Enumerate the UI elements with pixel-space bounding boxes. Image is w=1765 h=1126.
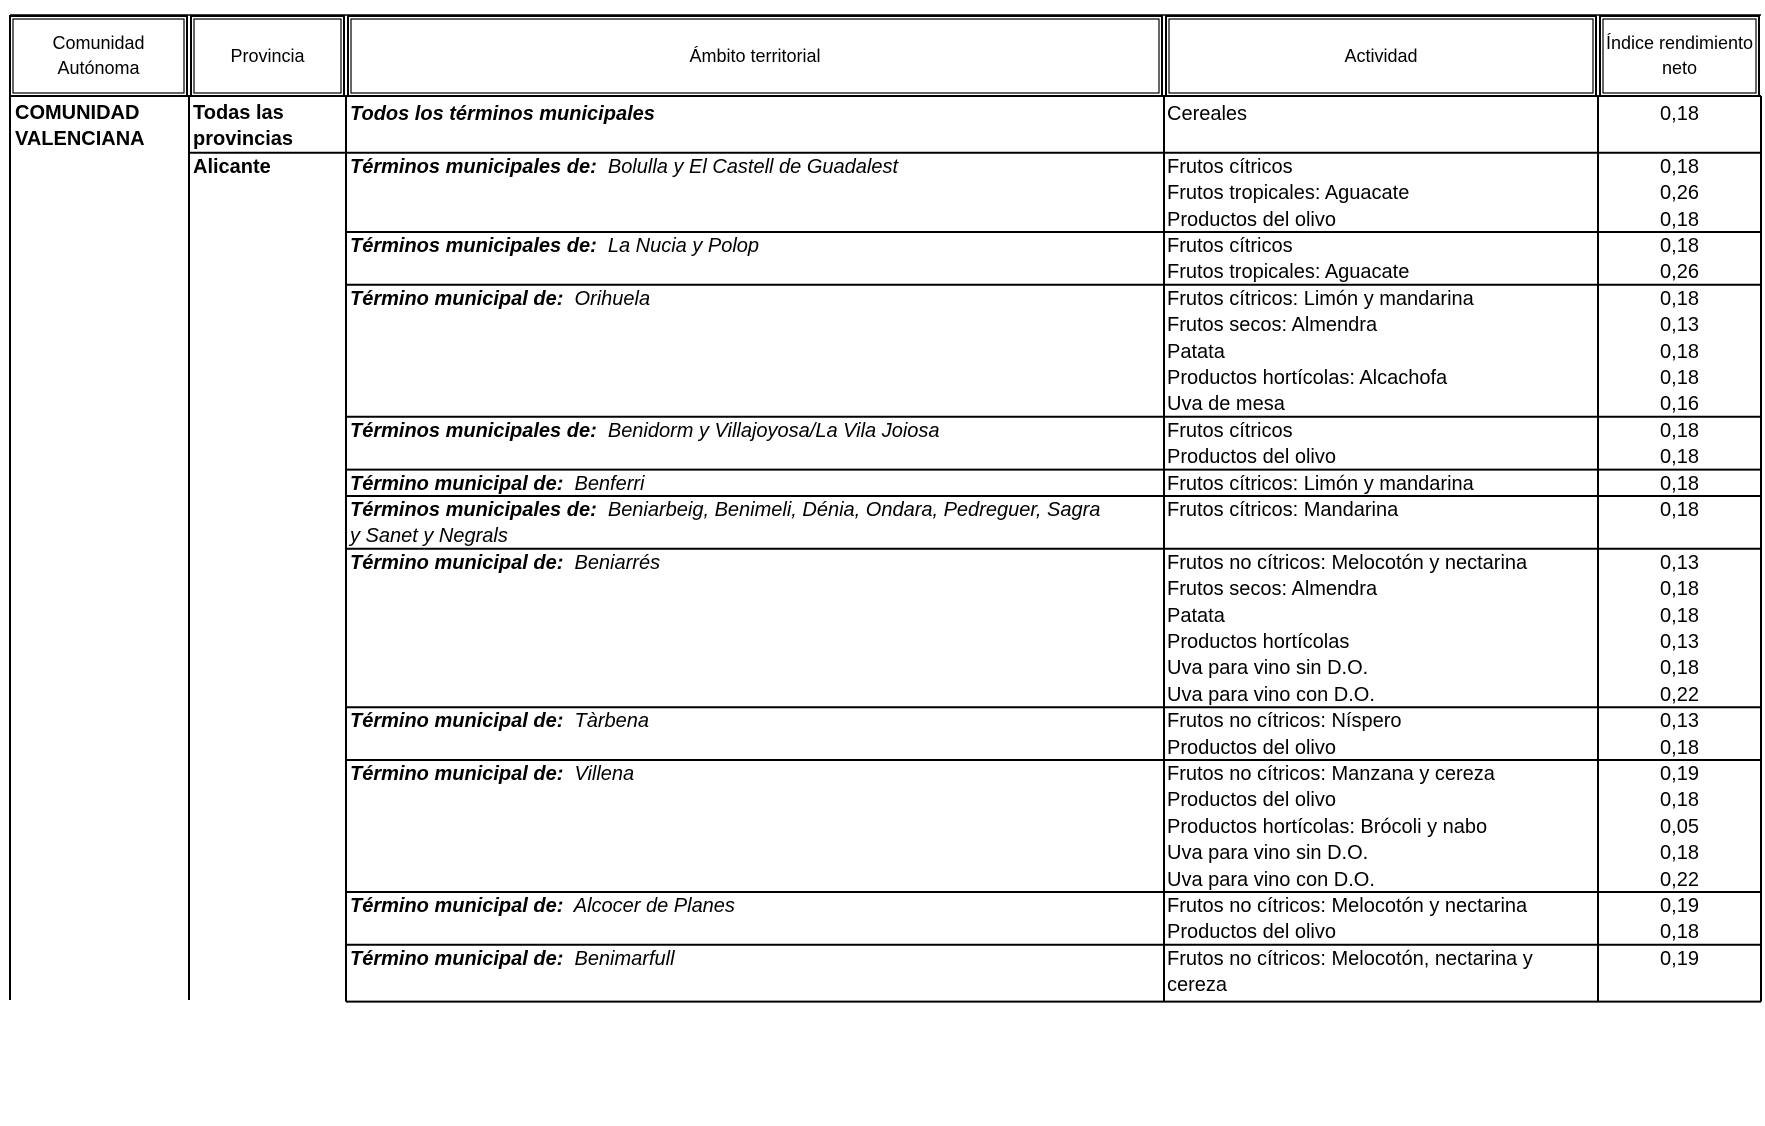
actividad-text: Frutos cítricos: Limón y mandarina	[1167, 287, 1474, 310]
ambito-cell	[350, 101, 1160, 127]
actividad-cell	[1167, 101, 1595, 127]
header-provincia	[196, 20, 339, 92]
indice-value: 0,18	[1660, 103, 1699, 125]
indice-cell	[1600, 233, 1759, 286]
indice-value: 0,13	[1660, 710, 1699, 733]
actividad-text: Uva para vino sin D.O.	[1167, 842, 1369, 865]
indice-value: 0,19	[1660, 947, 1699, 970]
ambito-cell	[350, 418, 1160, 444]
provincia-cell-todas	[193, 100, 293, 153]
actividad-text: Frutos secos: Almendra	[1167, 578, 1378, 601]
indice-value: 0,18	[1660, 842, 1699, 865]
header-ambito	[353, 20, 1157, 92]
ambito-value: Beniarbeig, Benimeli, Dénia, Ondara, Pedreguer, Sagra	[596, 499, 1101, 521]
indice-value: 0,05	[1660, 815, 1699, 838]
indice-value: 0,18	[1660, 287, 1699, 310]
ambito-line	[350, 946, 1160, 972]
actividad-text: Productos hortícolas: Alcachofa	[1167, 367, 1448, 390]
actividad-text: Frutos tropicales: Aguacate	[1167, 182, 1410, 205]
indice-cell	[1600, 418, 1759, 471]
header-ambito-text: Ámbito territorial	[689, 45, 821, 66]
comunidad-cell	[15, 100, 186, 153]
actividad-text: Frutos cítricos	[1167, 419, 1293, 442]
actividad-text: Frutos cítricos: Mandarina	[1167, 499, 1399, 521]
ambito-value: Orihuela	[563, 287, 651, 310]
actividad-cell	[1167, 497, 1595, 523]
ambito-label: Término municipal de:	[350, 763, 564, 785]
ambito-value: Beniarrés	[563, 551, 661, 574]
actividad-text: Uva para vino con D.O.	[1167, 868, 1375, 891]
indice-value: 0,18	[1660, 657, 1699, 680]
actividad-text: Frutos no cítricos: Melocotón y nectarina	[1167, 895, 1528, 917]
indice-cell	[1600, 761, 1759, 893]
ambito-value: Benimarfull	[563, 947, 675, 970]
header-indice	[1605, 20, 1754, 92]
header-provincia-text: Provincia	[230, 45, 305, 66]
ambito-value: Villena	[563, 763, 635, 785]
ambito-cell	[350, 946, 1160, 972]
provincia-text-line: Todas las	[193, 102, 284, 124]
indice-cell	[1600, 946, 1759, 999]
actividad-text: Frutos tropicales: Aguacate	[1167, 261, 1410, 284]
ambito-line	[350, 101, 1160, 127]
indice-blank	[1600, 972, 1759, 998]
actividad-text: Productos del olivo	[1167, 446, 1336, 469]
indice-cell	[1600, 154, 1759, 233]
provincia-cell-alicante	[193, 154, 271, 180]
ambito-cell	[350, 550, 1160, 576]
actividad-text: Productos hortícolas: Brócoli y nabo	[1167, 815, 1488, 838]
actividad-text: Frutos cítricos: Limón y mandarina	[1167, 472, 1474, 495]
ambito-label: Término municipal de:	[350, 287, 564, 310]
ambito-label: Término municipal de:	[350, 710, 564, 733]
indice-value: 0,18	[1660, 340, 1699, 363]
header-actividad-text: Actividad	[1344, 45, 1418, 66]
indice-value: 0,19	[1660, 763, 1699, 785]
actividad-text: Productos hortícolas	[1167, 631, 1350, 654]
provincia-text-line: provincias	[193, 128, 294, 151]
actividad-cell	[1167, 154, 1595, 233]
ambito-label: Término municipal de:	[350, 551, 564, 574]
actividad-text: Productos del olivo	[1167, 789, 1336, 812]
actividad-text: Uva para vino sin D.O.	[1167, 657, 1369, 680]
ambito-line	[350, 497, 1160, 523]
ambito-value: Bolulla y El Castell de Guadalest	[596, 155, 899, 178]
ambito-value: Alcocer de Planes	[563, 895, 735, 917]
actividad-cell	[1167, 893, 1595, 946]
ambito-line	[350, 550, 1160, 576]
actividad-text: Productos del olivo	[1167, 208, 1336, 231]
ambito-label: Término municipal de:	[350, 472, 564, 495]
actividad-text: Frutos no cítricos: Manzana y cereza	[1167, 763, 1495, 785]
actividad-text: Patata	[1167, 340, 1225, 363]
ambito-label: Todos los términos municipales	[350, 103, 655, 125]
ambito-line	[350, 708, 1160, 734]
actividad-text: Frutos secos: Almendra	[1167, 314, 1378, 337]
indice-value: 0,18	[1660, 578, 1699, 601]
actividad-cell	[1167, 550, 1595, 708]
indice-value: 0,18	[1660, 604, 1699, 627]
ambito-value: Tàrbena	[563, 710, 649, 733]
ambito-value: Benferri	[563, 472, 645, 495]
indice-value: 0,18	[1660, 499, 1699, 521]
indice-value: 0,18	[1660, 235, 1699, 257]
actividad-text: Patata	[1167, 604, 1225, 627]
indice-value: 0,18	[1660, 208, 1699, 231]
indice-value: 0,19	[1660, 895, 1699, 917]
ambito-line	[350, 893, 1160, 919]
ambito-value-line2: y Sanet y Negrals	[350, 525, 508, 548]
actividad-text-line2: cereza	[1167, 974, 1228, 997]
ambito-label: Término municipal de:	[350, 895, 564, 917]
indice-value: 0,18	[1660, 736, 1699, 759]
actividad-cell	[1167, 708, 1595, 761]
ambito-line	[350, 761, 1160, 787]
actividad-text: Frutos cítricos	[1167, 155, 1293, 178]
indice-value: 0,13	[1660, 314, 1699, 337]
actividad-text: Frutos no cítricos: Melocotón y nectarina	[1167, 551, 1528, 574]
header-comunidad	[15, 20, 182, 92]
ambito-cell	[350, 761, 1160, 787]
indice-value: 0,26	[1660, 182, 1699, 205]
indice-value: 0,13	[1660, 631, 1699, 654]
actividad-text: Uva para vino con D.O.	[1167, 683, 1375, 706]
ambito-value: La Nucia y Polop	[596, 235, 760, 257]
actividad-cell	[1167, 286, 1595, 418]
ambito-line	[350, 286, 1160, 312]
actividad-cell	[1167, 233, 1595, 286]
ambito-line	[350, 233, 1160, 259]
indice-value: 0,18	[1660, 789, 1699, 812]
comunidad-text-line: VALENCIANA	[15, 128, 145, 151]
actividad-cell	[1167, 761, 1595, 893]
ambito-label: Término municipal de:	[350, 947, 564, 970]
ambito-cell	[350, 471, 1160, 497]
provincia-text-line: Alicante	[193, 155, 271, 178]
indice-cell	[1600, 497, 1759, 523]
indice-cell	[1600, 708, 1759, 761]
header-actividad	[1171, 20, 1591, 92]
indice-value: 0,13	[1660, 551, 1699, 574]
actividad-text: Frutos no cítricos: Níspero	[1167, 710, 1402, 733]
actividad-text: Productos del olivo	[1167, 736, 1336, 759]
actividad-text: Frutos no cítricos: Melocotón, nectarina y	[1167, 947, 1533, 970]
indice-value: 0,18	[1660, 155, 1699, 178]
actividad-text: Cereales	[1167, 103, 1248, 125]
indice-cell	[1600, 893, 1759, 946]
actividad-cell	[1167, 418, 1595, 471]
ambito-cell	[350, 286, 1160, 312]
indice-value: 0,18	[1660, 472, 1699, 495]
indice-value: 0,26	[1660, 261, 1699, 284]
actividad-text: Uva de mesa	[1167, 393, 1285, 416]
indice-value: 0,18	[1660, 446, 1699, 469]
ambito-label: Términos municipales de:	[350, 419, 597, 442]
ambito-cell	[350, 708, 1160, 734]
actividad-cell	[1167, 946, 1595, 999]
header-indice-text: Índice rendimiento neto	[1605, 33, 1754, 78]
indice-cell	[1600, 471, 1759, 497]
ambito-line	[350, 418, 1160, 444]
indice-value: 0,18	[1660, 367, 1699, 390]
ambito-cell	[350, 233, 1160, 259]
actividad-cell	[1167, 471, 1595, 497]
ambito-cell	[350, 497, 1160, 550]
indice-value: 0,18	[1660, 921, 1699, 944]
indice-value: 0,22	[1660, 868, 1699, 891]
ambito-cell	[350, 154, 1160, 180]
ambito-label: Términos municipales de:	[350, 155, 597, 178]
ambito-cell	[350, 893, 1160, 919]
ambito-line	[350, 471, 1160, 497]
indice-cell	[1600, 286, 1759, 418]
actividad-text: Productos del olivo	[1167, 921, 1336, 944]
indice-value: 0,18	[1660, 419, 1699, 442]
header-comunidad-text: Comunidad Autónoma	[52, 33, 145, 78]
indice-value: 0,16	[1660, 393, 1699, 416]
indice-value: 0,22	[1660, 683, 1699, 706]
ambito-label: Términos municipales de:	[350, 499, 597, 521]
ambito-line	[350, 154, 1160, 180]
indice-cell	[1600, 101, 1759, 127]
actividad-text: Frutos cítricos	[1167, 235, 1293, 257]
comunidad-text-line: COMUNIDAD	[15, 102, 140, 124]
ambito-value: Benidorm y Villajoyosa/La Vila Joiosa	[596, 419, 940, 442]
ambito-label: Términos municipales de:	[350, 235, 597, 257]
indice-cell	[1600, 550, 1759, 708]
